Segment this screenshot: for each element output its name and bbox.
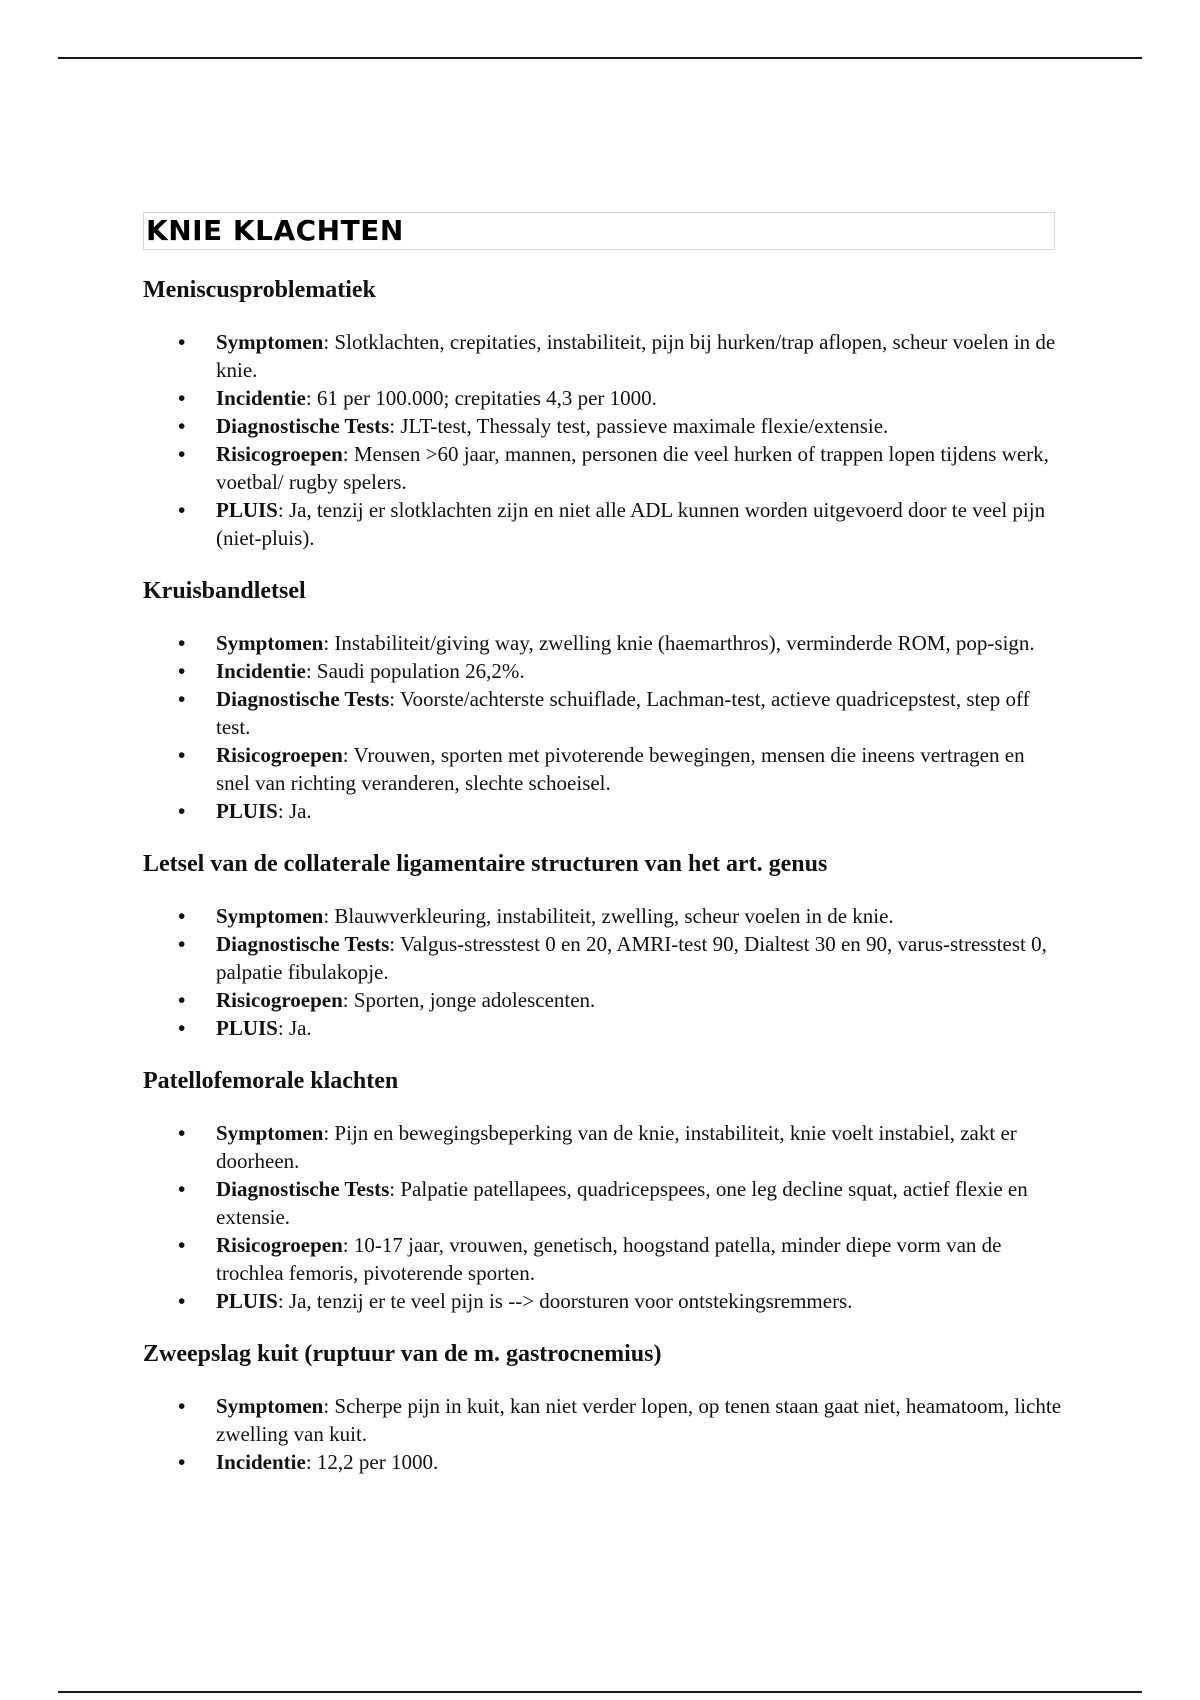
bullet-icon: • [178, 414, 186, 438]
bullet-icon: • [178, 743, 186, 767]
list-item [143, 930, 1063, 986]
list-item [143, 1448, 1063, 1476]
section-heading: Letsel van de collaterale ligamentaire structuren van het art. genus [143, 851, 828, 877]
bullet-list [143, 902, 1063, 1042]
item-label: PLUIS [216, 498, 278, 522]
item-label: Diagnostische Tests [216, 932, 390, 956]
section-patellofemorale-klachten [143, 1065, 1063, 1315]
list-item [143, 1014, 1063, 1042]
section-zweepslag-kuit [143, 1338, 1063, 1476]
item-label: Incidentie [216, 1450, 306, 1474]
document-body [143, 274, 1063, 1499]
bullet-icon: • [178, 1016, 186, 1040]
item-label: Symptomen [216, 1121, 324, 1145]
item-label: PLUIS [216, 1289, 278, 1313]
item-label: Risicogroepen [216, 988, 343, 1012]
item-text: : Sporten, jonge adolescenten. [342, 988, 596, 1012]
item-label: PLUIS [216, 1016, 278, 1040]
item-text: : Instabiliteit/giving way, zwelling knie (haemarthros), verminderde ROM, pop-sign. [323, 631, 1035, 655]
item-label: Diagnostische Tests [216, 1177, 390, 1201]
bullet-icon: • [178, 386, 186, 410]
bullet-icon: • [178, 442, 186, 466]
item-label: Diagnostische Tests [216, 414, 390, 438]
item-text: : Ja. [277, 799, 312, 823]
item-label: Incidentie [216, 386, 306, 410]
list-item [143, 902, 1063, 930]
bullet-list [143, 1119, 1063, 1315]
item-text: : Scherpe pijn in kuit, kan niet verder lopen, op tenen staan gaat niet, heamatoom, lichte zwelling van kuit. [216, 1394, 1062, 1446]
item-label: Risicogroepen [216, 743, 343, 767]
bullet-list [143, 328, 1063, 552]
bullet-icon: • [178, 330, 186, 354]
item-text: : Mensen >60 jaar, mannen, personen die veel hurken of trappen lopen tijdens werk, voetbal/ rugby spelers. [216, 442, 1049, 494]
list-item [143, 328, 1063, 384]
bullet-icon: • [178, 799, 186, 823]
bullet-icon: • [178, 1177, 186, 1201]
bullet-icon: • [178, 904, 186, 928]
item-label: Risicogroepen [216, 1233, 343, 1257]
section-heading: Patellofemorale klachten [143, 1068, 399, 1094]
page-title: KNIE KLACHTEN [146, 214, 404, 247]
top-rule [58, 57, 1142, 59]
bullet-icon: • [178, 687, 186, 711]
item-label: Symptomen [216, 1394, 324, 1418]
item-text: : 10-17 jaar, vrouwen, genetisch, hoogstand patella, minder diepe vorm van de trochlea femoris, pivoterende sporten. [216, 1233, 1002, 1285]
list-item [143, 685, 1063, 741]
bottom-rule [58, 1691, 1142, 1693]
item-text: : Voorste/achterste schuiflade, Lachman-test, actieve quadricepstest, step off test. [216, 687, 1030, 739]
bullet-icon: • [178, 988, 186, 1012]
item-label: PLUIS [216, 799, 278, 823]
item-text: : Blauwverkleuring, instabiliteit, zwelling, scheur voelen in de knie. [323, 904, 894, 928]
item-text: : Slotklachten, crepitaties, instabiliteit, pijn bij hurken/trap aflopen, scheur voelen in de knie. [216, 330, 1056, 382]
section-kruisbandletsel [143, 575, 1063, 825]
list-item [143, 384, 1063, 412]
bullet-icon: • [178, 932, 186, 956]
item-text: : Pijn en bewegingsbeperking van de knie, instabiliteit, knie voelt instabiel, zakt er doorheen. [216, 1121, 1017, 1173]
item-text: : Ja, tenzij er te veel pijn is --> doorsturen voor ontstekingsremmers. [277, 1289, 853, 1313]
bullet-icon: • [178, 1289, 186, 1313]
bullet-icon: • [178, 631, 186, 655]
item-text: : Valgus-stresstest 0 en 20, AMRI-test 90, Dialtest 30 en 90, varus-stresstest 0, palpatie fibulakopje. [216, 932, 1047, 984]
item-label: Symptomen [216, 631, 324, 655]
item-text: : Palpatie patellapees, quadricepspees, one leg decline squat, actief flexie en extensie. [216, 1177, 1028, 1229]
bullet-list [143, 1392, 1063, 1476]
list-item [143, 986, 1063, 1014]
item-text: : 12,2 per 1000. [305, 1450, 439, 1474]
bullet-icon: • [178, 1394, 186, 1418]
item-label: Diagnostische Tests [216, 687, 390, 711]
item-label: Symptomen [216, 330, 324, 354]
item-text: : 61 per 100.000; crepitaties 4,3 per 1000. [305, 386, 657, 410]
section-collaterale-ligamenten [143, 848, 1063, 1042]
list-item [143, 629, 1063, 657]
bullet-icon: • [178, 1121, 186, 1145]
section-meniscusproblematiek [143, 274, 1063, 552]
list-item [143, 657, 1063, 685]
list-item [143, 412, 1063, 440]
list-item [143, 496, 1063, 552]
item-text: : JLT-test, Thessaly test, passieve maximale flexie/extensie. [389, 414, 889, 438]
bullet-icon: • [178, 498, 186, 522]
list-item [143, 1287, 1063, 1315]
section-heading: Meniscusproblematiek [143, 277, 376, 303]
item-label: Symptomen [216, 904, 324, 928]
list-item [143, 797, 1063, 825]
list-item [143, 1175, 1063, 1231]
list-item [143, 1119, 1063, 1175]
bullet-icon: • [178, 659, 186, 683]
section-heading: Zweepslag kuit (ruptuur van de m. gastrocnemius) [143, 1341, 662, 1367]
bullet-icon: • [178, 1233, 186, 1257]
list-item [143, 1392, 1063, 1448]
item-label: Incidentie [216, 659, 306, 683]
item-label: Risicogroepen [216, 442, 343, 466]
bullet-icon: • [178, 1450, 186, 1474]
item-text: : Vrouwen, sporten met pivoterende bewegingen, mensen die ineens vertragen en snel van richting veranderen, slechte schoeisel. [216, 743, 1025, 795]
list-item [143, 1231, 1063, 1287]
title-box [143, 212, 1055, 250]
item-text: : Ja, tenzij er slotklachten zijn en niet alle ADL kunnen worden uitgevoerd door te veel pijn (niet-pluis). [216, 498, 1046, 550]
section-heading: Kruisbandletsel [143, 578, 306, 604]
list-item [143, 440, 1063, 496]
list-item [143, 741, 1063, 797]
item-text: : Saudi population 26,2%. [305, 659, 525, 683]
bullet-list [143, 629, 1063, 825]
item-text: : Ja. [277, 1016, 312, 1040]
